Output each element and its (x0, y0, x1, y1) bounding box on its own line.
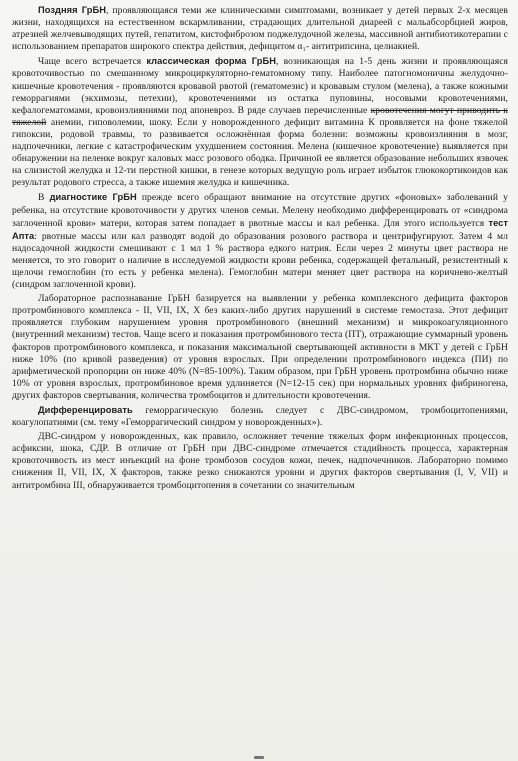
term-differentiate: Дифференцировать (38, 405, 133, 415)
struck-text: кровотечения могут приводить к тяжелой (12, 104, 508, 128)
paragraph-text: , возникающая на 1-5 день жизни и проявляющаяся кровоточивостью по смешанному микроциркуляторно-гематомному типу. Наиболее патогномоничны желудочно-кишечные кровотечения - проявляются кровавой рвотой (гематомезис) и кровавым стулом (мелена), а также кожными геморрагиями (экхимозы, петехии), кровотечениями из остатка пуповины, носовыми кровотечениями, кефалогематомами, кровоизлияниями под апоневроз. В ряде случаев перечисленные (12, 56, 508, 116)
term-late-grbn: Поздняя ГрБН (38, 5, 106, 15)
paragraph-dic-syndrome (12, 431, 508, 491)
term-apt-test: тест Апта (12, 217, 508, 241)
paragraph-late-form (12, 4, 508, 53)
paragraph-diagnostics (12, 191, 508, 291)
term-diagnostics: диагностике ГрБН (49, 192, 137, 203)
paragraph-classic-form (12, 55, 508, 189)
page-mark (254, 756, 264, 759)
paragraph-laboratory (12, 293, 508, 402)
paragraph-text: Чаще всего встречается (38, 56, 147, 68)
paragraph-text: геморрагическую болезнь следует с ДВС-синдромом, тромбоцитопениями, коагулопатиями (см. тему «Геморрагический синдром у новорожденных»). (12, 405, 508, 429)
paragraph-text: ДВС-синдром у новорожденных, как правило, осложняет течение тяжелых форм инфекционных процессов, асфиксии, шока, СДР. В отличие от ГрБН при ДВС-синдроме отмечается стадийность процесса, характерная кровоточивость из мест инъекций на фоне тромбозов сосудов кожи, печек, надпочечников. Лабораторно помимо снижения II, VII, IX, X факторов, также резко снижаются уровни и других факторов свертывания (I, V, VII) и антитромбина III, обнаруживается тромбоцитопения в сочетании со значительным (12, 431, 508, 491)
paragraph-text: прежде всего обращают внимание на отсутствие других «фоновых» заболеваний у ребенка, на отсутствие кровоточивости у других членов семьи. Мелену необходимо дифференцировать от «синдрома заглоченной крови» матери, которая затем попадает в рвотные массы и кал ребенка. Для этого используется (12, 192, 508, 229)
paragraph-differential (12, 404, 508, 429)
paragraph-text: анемии, гиповолемии, шоку. Если у новорожденного дефицит витамина К проявляется на фоне тяжелой гипоксии, родовой травмы, то развивается осложнённая форма болезни: возможны кровоизлияния в мозг, надпочечники, легкие с катастрофическим ухудшением состояния. Мелена (кишечное кровотечение) выявляется при обнаружении на пеленке вокруг каловых масс розового ободка. Причиной ее является образование небольших язвочек на слизистой желудка и 12-ти перстной кишки, в генезе которых ведущую роль играет избыток глюкокортикоидов как результат родового стресса, а также ишемия желудка и кишечника. (12, 116, 508, 189)
paragraph-text: , проявляющаяся теми же клиническими симптомами, возникает у детей первых 2-х месяцев жизни, находящихся на естественном вскармливании, страдающих длительной диареей с мальабсорбцией жиров, атрезией желчевыводящих путей, гепатитом, кистофиброзом поджелудочной железы, массивной антибиотикотерапии с использованием препаратов широкого спектра действия, дефицитом α₁- антитрипсина, целиакией. (12, 5, 508, 53)
term-classic-form: классическая форма ГрБН (146, 56, 276, 67)
paragraph-text: : рвотные массы или кал разводят водой до образования розового раствора и центрифугируют. Затем 4 мл надосадочной жидкости смешивают с 1 мл 1 % раствора едкого натрия. Если через 2 минуты цвет раствора не меняется, то это говорит о наличие в исследуемой жидкости крови ребенка, содержащей фетальный, резистентный к щелочи гемоглобин (то есть у ребенка мелена). Гемоглобин матери меняет цвет раствора на коричнево-желтый (синдром заглоченной крови). (12, 230, 508, 291)
paragraph-text: Лабораторное распознавание ГрБН базируется на выявлении у ребенка комплексного дефицита факторов протромбинового комплекса - II, VII, IX, X без каких-либо других нарушений в системе гемостаза. Этот дефицит проявляется глубоким нарушением уровня протромбинового (внешний механизм) и микрокоагуляционного (внутренний механизм) тестов. Чаще всего и показания протромбинового теста (ПТ), отражающие суммарный уровень факторов протромбинового комплекса, и показания максимальной свертывающей активности в МКТ у детей с ГрБН ниже 10% (по кривой разведения) от уровня взрослых. При определении протромбинового индекса (ПИ) по арифметической пропорции он ниже 40% (N=85-100%). Таким образом, при ГрБН уровень протромбина обычно ниже 10% от уровня взрослых, протромбиновое время удлиняется (N=12-15 сек) при нормальных уровнях фибриногена, других факторов свертывания, количества тромбоцитов и длительности кровотечения. (12, 293, 508, 401)
paragraph-text: В (38, 192, 50, 204)
